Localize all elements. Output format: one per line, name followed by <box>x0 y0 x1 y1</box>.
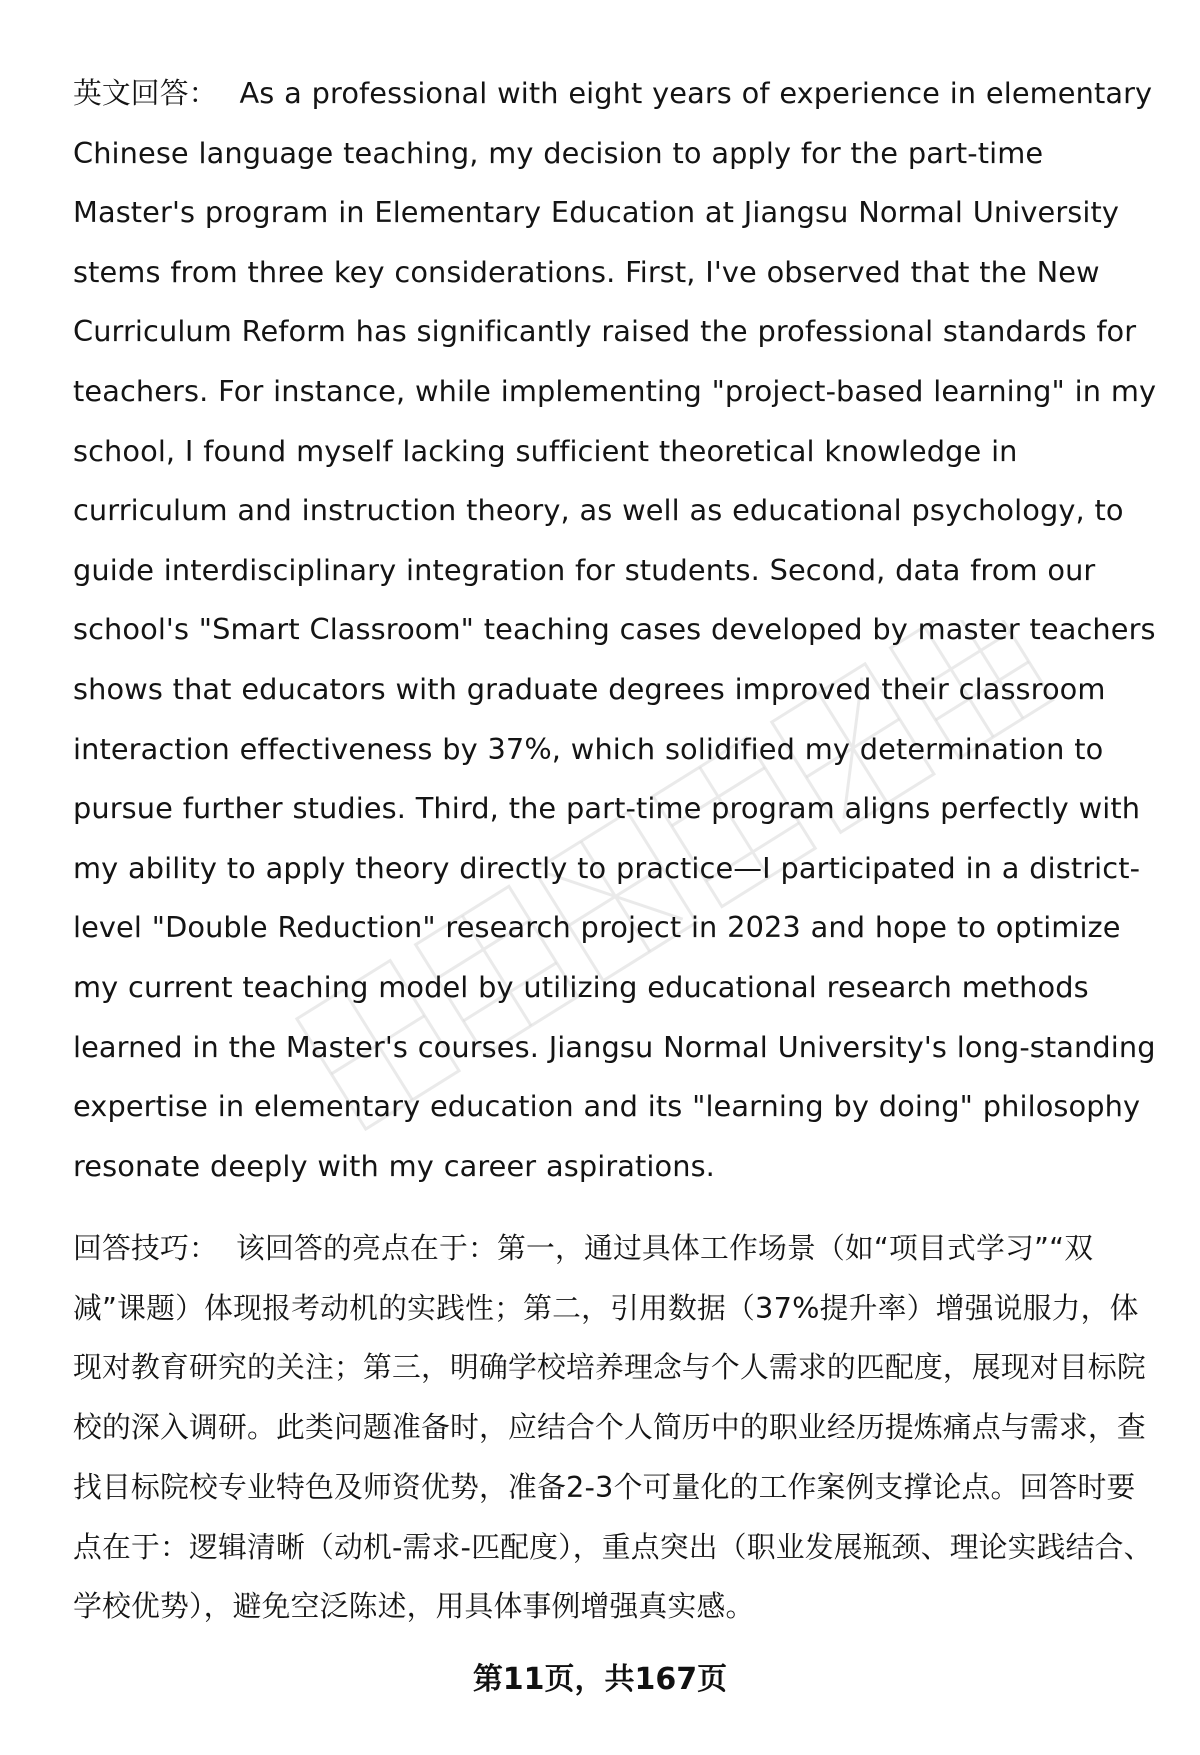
english-answer-paragraph <box>73 64 1163 1196</box>
answer-tips-paragraph <box>73 1219 1163 1637</box>
english-answer-label: 英文回答： <box>73 76 218 110</box>
english-answer-text: As a professional with eight years of experience in elementary Chinese language teaching, my decision to apply for the part-time Master's program in Elementary Education at Jiangsu Normal University stems from three key considerations. First, I've observed that the New Curriculum Reform has significantly raised the professional standards for teachers. For instance, while implementing "project-based learning" in my school, I found myself lacking sufficient theoretical knowledge in curriculum and instruction theory, as well as educational psychology, to guide interdisciplinary integration for students. Second, data from our school's "Smart Classroom" teaching cases developed by master teachers shows that educators with graduate degrees improved their classroom interaction effectiveness by 37%, which solidified my determination to pursue further studies. Third, the part-time program aligns perfectly with my ability to apply theory directly to practice—I participated in a district-level "Double Reduction" research project in 2023 and hope to optimize my current teaching model by utilizing educational research methods learned in the Master's courses. Jiangsu Normal University's long-standing expertise in elementary education and its "learning by doing" philosophy resonate deeply with my career aspirations. <box>73 76 1157 1183</box>
answer-tips-label: 回答技巧： <box>73 1231 218 1265</box>
page-number-footer: 第11页，共167页 <box>472 1662 728 1697</box>
answer-tips-text: 该回答的亮点在于：第一，通过具体工作场景（如“项目式学习”“双减”课题）体现报考动机的实践性；第二，引用数据（37%提升率）增强说服力，体现对教育研究的关注；第三，明确学校培养理念与个人需求的匹配度，展现对目标院校的深入调研。此类问题准备时，应结合个人简历中的职业经历提炼痛点与需求，查找目标院校专业特色及师资优势，准备2-3个可量化的工作案例支撑论点。回答时要点在于：逻辑清晰（动机-需求-匹配度），重点突出（职业发展瓶颈、理论实践结合、学校优势），避免空泛陈述，用具体事例增强真实感。 <box>73 1231 1153 1624</box>
